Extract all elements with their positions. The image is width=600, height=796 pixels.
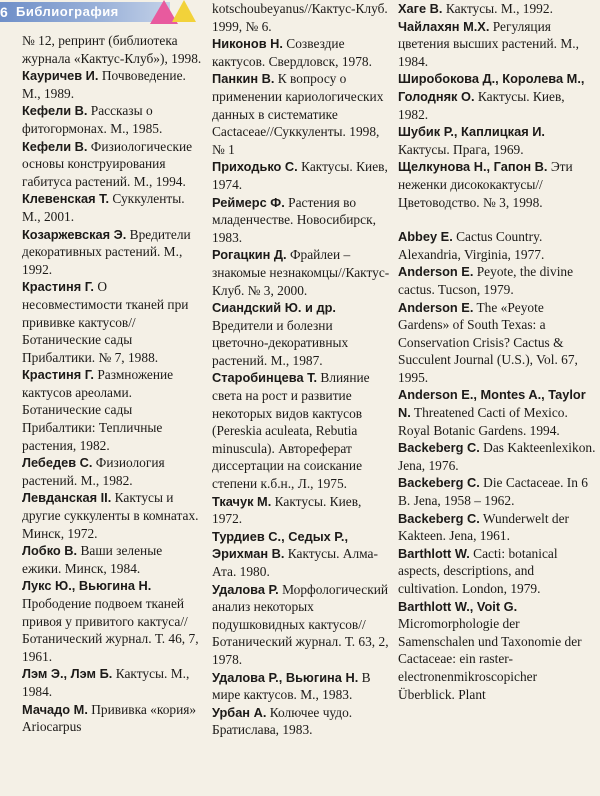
- bibliography-entry: [212, 669, 390, 704]
- entry-author: Реймерс Ф.: [212, 194, 285, 210]
- entry-text: Кактусы. М., 1984.: [22, 666, 190, 699]
- entry-author: Рогацкин Д.: [212, 247, 287, 263]
- bibliography-entry: [22, 278, 202, 366]
- entry-author: Широбокова Д., Королева М., Голодняк О.: [398, 71, 585, 104]
- entry-author: Козаржевская Э.: [22, 226, 127, 242]
- entry-text: Физиологические основы конструирования габитуса растений. М., 1994.: [22, 138, 193, 189]
- entry-text: Эти неженки дисококактусы//Цветоводство. № 3, 1998.: [398, 159, 573, 210]
- entry-author: Мачадо М.: [22, 701, 88, 717]
- entry-author: Anderson E., Montes A., Taylor N.: [398, 387, 586, 421]
- entry-author: Кефели В.: [22, 138, 88, 154]
- entry-text: Кактусы. Алма-Ата. 1980.: [212, 546, 378, 579]
- entry-author: Крастиня Г.: [22, 367, 94, 383]
- entry-text: Cacti: botanical aspects, descriptions, and cultivation. London, 1979.: [398, 545, 558, 596]
- entry-text: Вредители и болезни цветочно-декоративных растений. М., 1987.: [212, 317, 349, 368]
- bibliography-entry: [22, 489, 202, 542]
- bibliography-entry: [22, 701, 202, 736]
- bibliography-entry: [22, 226, 202, 279]
- entry-author: Удалова Р., Вьюгина Н.: [212, 669, 359, 685]
- bibliography-entry: [212, 70, 390, 158]
- entry-author: Панкин В.: [212, 71, 275, 87]
- column-3: [398, 0, 596, 703]
- entry-text: № 12, репринт (библиотека журнала «Кактус-Клуб»), 1998.: [22, 33, 202, 66]
- entry-text: Почвоведение. М., 1989.: [22, 68, 186, 101]
- bibliography-entry: [22, 138, 202, 191]
- entry-author: Лебедев С.: [22, 455, 93, 471]
- entry-author: Backeberg C.: [398, 440, 480, 456]
- entry-text: Ваши зеленые ежики. Минск, 1984.: [22, 543, 163, 576]
- entry-author: Никонов Н.: [212, 36, 283, 52]
- bibliography-entry: [398, 299, 596, 387]
- entry-text: Регуляция цветения высших растений. М., 1984.: [398, 18, 579, 69]
- bibliography-entry: [212, 528, 390, 581]
- bibliography-entry: [212, 704, 390, 739]
- section-title: Библиография: [16, 4, 119, 19]
- entry-author: Backeberg C.: [398, 475, 480, 491]
- bibliography-entry: [398, 158, 596, 211]
- entry-text: Размножение кактусов ареолами. Ботанические сады Прибалтики: Тепличные растения, 1982.: [22, 367, 174, 453]
- entry-text: Суккуленты. М., 2001.: [22, 191, 185, 224]
- entry-text: Кактусы. Киев, 1974.: [212, 159, 388, 192]
- bibliography-entry: [398, 545, 596, 598]
- entry-text: Кактусы. Киев, 1982.: [398, 88, 565, 122]
- entry-author: Barthlott W., Voit G.: [398, 598, 518, 614]
- bibliography-entry: [212, 194, 390, 247]
- entry-text: Рассказы о фитогормонах. М., 1985.: [22, 103, 163, 136]
- bibliography-entry: [398, 439, 596, 474]
- entry-text: Threatened Cacti of Mexico. Royal Botanic Gardens. 1994.: [398, 405, 568, 438]
- entry-author: Крастиня Г.: [22, 279, 94, 295]
- bibliography-entry: [212, 35, 390, 70]
- entry-text: Влияние света на рост и развитие некоторых видов кактусов (Pereskia aculeata, Rebutia minuscula). Автореферат диссертации на соискание степени к.б.н., Л., 1975.: [212, 370, 370, 492]
- bibliography-entry: [398, 18, 596, 71]
- entry-text: Die Cactaceae. In 6 B. Jena, 1958 – 1962.: [398, 475, 588, 509]
- bibliography-entry: [212, 493, 390, 528]
- entry-gap: [398, 211, 596, 228]
- entry-text: Micromorphologie der Samenschalen und Taxonomie der Cactaceae: ein raster-electronenmikroscopicher Überblick. Plant: [398, 616, 582, 702]
- bibliography-entry: [212, 299, 390, 369]
- entry-text: О несовместимости тканей при прививке кактусов//Ботанические сады Прибалтики. № 7, 1988.: [22, 279, 189, 365]
- bibliography-entry: [22, 542, 202, 577]
- entry-text: Прободение подвоем тканей привоя у привитого кактуса//Ботанический журнал. Т. 46, 7, 1961.: [22, 596, 199, 664]
- entry-author: Ткачук М.: [212, 493, 272, 509]
- entry-author: Приходько С.: [212, 159, 298, 175]
- entry-text: Фрайлеи – знакомые незнакомцы//Кактус-Клуб. № 3, 2000.: [212, 247, 390, 298]
- bibliography-entry: [398, 510, 596, 545]
- entry-text: Колючее чудо. Братислава, 1983.: [212, 704, 353, 738]
- entry-author: Anderson E.: [398, 299, 474, 315]
- entry-text: Кактусы. Прага, 1969.: [398, 141, 524, 157]
- bibliography-entry: [212, 158, 390, 193]
- bibliography-entry: [22, 577, 202, 665]
- bibliography-entry: [398, 123, 596, 158]
- bibliography-entry: [398, 474, 596, 509]
- entry-text: В мире кактусов. М., 1983.: [212, 669, 371, 703]
- entry-text: Созвездие кактусов. Свердловск, 1978.: [212, 36, 372, 69]
- bibliography-entry: [22, 102, 202, 137]
- entry-text: Cactus Country. Alexandria, Virginia, 1977.: [398, 229, 545, 262]
- bibliography-entry: [212, 369, 390, 492]
- entry-author: Щелкунова Н., Гапон В.: [398, 159, 548, 175]
- entry-author: Старобинцева Т.: [212, 370, 318, 386]
- entry-author: Кауричев И.: [22, 68, 99, 84]
- entry-author: Турдиев С., Седых Р., Эрихман В.: [212, 528, 349, 562]
- entry-author: Сиандский Ю. и др.: [212, 300, 336, 316]
- column-1: [22, 32, 202, 736]
- entry-author: Шубик Р., Каплицкая И.: [398, 124, 545, 140]
- entry-author: Лэм Э., Лэм Б.: [22, 666, 113, 682]
- bibliography-entry: [212, 581, 390, 669]
- bibliography-entry: [212, 0, 390, 35]
- entry-text: Растения во младенчестве. Новосибирск, 1983.: [212, 194, 376, 245]
- bibliography-entry: [398, 598, 596, 704]
- entry-text: Кактусы. Киев, 1972.: [212, 493, 362, 527]
- entry-author: Abbey E.: [398, 229, 453, 245]
- bibliography-entry: [22, 67, 202, 102]
- bibliography-entry: [22, 190, 202, 225]
- bibliography-entry: [398, 70, 596, 123]
- entry-text: Peyote, the divine cactus. Tucson, 1979.: [398, 264, 574, 297]
- bibliography-entry: [22, 366, 202, 454]
- entry-author: Anderson E.: [398, 264, 474, 280]
- bibliography-entry: [22, 454, 202, 489]
- entry-author: Урбан А.: [212, 704, 267, 720]
- bibliography-entry: [398, 228, 596, 263]
- entry-text: Кактусы. М., 1992.: [445, 1, 553, 16]
- entry-author: Чайлахян М.Х.: [398, 18, 490, 34]
- entry-text: Кактусы и другие суккуленты в комнатах. Минск, 1972.: [22, 490, 199, 541]
- entry-author: Backeberg C.: [398, 510, 480, 526]
- decor-triangle-yellow: [172, 0, 196, 22]
- bibliography-entry: [22, 665, 202, 700]
- entry-author: Кефели В.: [22, 103, 88, 119]
- entry-author: Левданская II.: [22, 490, 112, 506]
- entry-author: Лобко В.: [22, 543, 78, 559]
- column-2: [212, 0, 390, 739]
- entry-text: Прививка «кория» Ariocarpus: [22, 701, 197, 735]
- bibliography-entry: [398, 386, 596, 439]
- entry-author: Клевенская Т.: [22, 191, 110, 207]
- entry-text: Физиология растений. М., 1982.: [22, 455, 165, 488]
- entry-author: Barthlott W.: [398, 545, 470, 561]
- entry-text: Морфологический анализ некоторых подушковидных кактусов//Ботанический журнал. Т. 63, 2, 1978.: [212, 581, 389, 667]
- entry-text: Das Kakteenlexikon. Jena, 1976.: [398, 440, 596, 473]
- entry-author: Лукс Ю., Вьюгина Н.: [22, 578, 152, 594]
- entry-author: Удалова Р.: [212, 581, 279, 597]
- entry-text: The «Peyote Gardens» of South Texas: a Conservation Crisis? Cactus & Succulent Journal (U.S.), Vol. 67, 1995.: [398, 299, 578, 385]
- entry-text: К вопросу о применении кариологических данных в систематике Cactaceae//Суккуленты. 1998, № 1: [212, 71, 384, 157]
- bibliography-entry: [212, 246, 390, 299]
- section-header: [0, 0, 205, 30]
- entry-text: Вредители декоративных растений. М., 1992.: [22, 226, 191, 277]
- bibliography-entry: [398, 263, 596, 298]
- page-number: 6: [0, 4, 8, 20]
- bibliography-entry: [22, 32, 202, 67]
- entry-text: kotschoubeyanus//Кактус-Клуб. 1999, № 6.: [212, 1, 388, 34]
- bibliography-entry: [398, 0, 596, 18]
- entry-author: Хаге В.: [398, 1, 443, 16]
- entry-text: Wunderwelt der Kakteen. Jena, 1961.: [398, 510, 569, 544]
